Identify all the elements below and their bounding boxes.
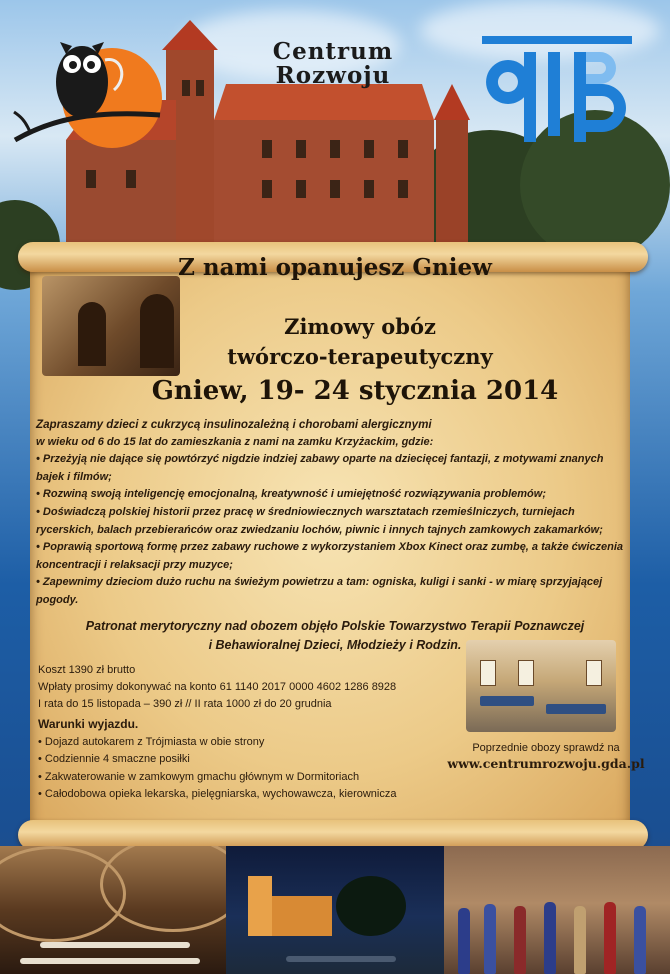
org-name-line1: Centrum	[272, 38, 394, 65]
org-name	[248, 40, 418, 88]
night-castle	[272, 896, 332, 936]
conditions	[38, 716, 468, 803]
knight-figure	[634, 906, 646, 974]
knight-figure	[544, 902, 556, 974]
knights-photo	[444, 846, 670, 974]
price-line: Koszt 1390 zł brutto	[38, 664, 136, 676]
knight-figure	[514, 906, 526, 974]
tree	[336, 876, 406, 936]
knight-figure	[484, 904, 496, 974]
bullet-item: • Rozwiną swoją inteligencję emocjonalną, kreatywność i umiejętność rozwiązywania problemów;	[36, 488, 546, 501]
vault-arch	[100, 846, 226, 932]
website-link[interactable]: www.centrumrozwoju.gda.pl	[447, 756, 645, 771]
patronat-line1: Patronat merytoryczny nad obozem objęło Polskie Towarzystwo Terapii Poznawczej	[85, 619, 585, 633]
path	[286, 956, 396, 962]
room-table	[480, 696, 534, 706]
installments-line: I rata do 15 listopada – 390 zł // II rata 1000 zł do 20 grudnia	[38, 698, 332, 711]
ptp-logo-icon	[478, 32, 638, 144]
patronat-line2: i Behawioralnej Dzieci, Młodzieży i Rodzin.	[208, 638, 462, 652]
condition-item: • Dojazd autokarem z Trójmiasta w obie strony	[38, 736, 265, 749]
room-window	[480, 660, 496, 686]
price-info	[38, 662, 478, 714]
previous-camps-label: Poprzednie obozy sprawdź na	[472, 742, 620, 754]
castle-night-photo	[226, 846, 444, 974]
hall-table	[20, 958, 200, 964]
owl-logo-icon	[10, 20, 175, 150]
night-castle	[248, 876, 272, 936]
poster-subtitle-line1: Zimowy obóz	[284, 314, 436, 339]
knight-figure	[458, 908, 470, 974]
main-text	[36, 416, 626, 610]
poster-title: Z nami opanujesz Gniew	[178, 254, 492, 281]
intro-line1: Zapraszamy dzieci z cukrzycą insulinozależną i chorobami alergicznymi	[36, 418, 432, 431]
org-name-line2: Rozwoju	[275, 62, 391, 90]
knight-figure	[604, 902, 616, 974]
room-window	[586, 660, 602, 686]
payment-line: Wpłaty prosimy dokonywać na konto 61 1140 2017 0000 4602 1286 8928	[38, 681, 397, 694]
corridor-arch	[78, 302, 106, 366]
hall-table	[40, 942, 190, 948]
bullet-item: • Poprawią sportową formę przez zabawy ruchowe z wykorzystaniem Xbox Kinect oraz zumbę, a także ćwiczenia koncentracji i relaksacji przy muzyce;	[36, 541, 624, 571]
intro-line2: w wieku od 6 do 15 lat do zamieszkania z nami na zamku Krzyżackim, gdzie:	[36, 435, 434, 448]
poster-date: Gniew, 19- 24 stycznia 2014	[151, 376, 559, 406]
condition-item: • Całodobowa opieka lekarska, pielęgniarska, wychowawcza, kierownicza	[38, 787, 397, 800]
room-table	[546, 704, 606, 714]
poster-subtitle-line2: twórczo-terapeutyczny	[227, 344, 493, 369]
bottom-photo-strip	[0, 846, 670, 974]
dormitory-photo	[466, 640, 616, 732]
bullet-item: • Przeżyją nie dające się powtórzyć nigdzie indziej zabawy oparte na dziecięcej fantazji, z motywami znanych bajek i filmów;	[36, 453, 604, 483]
condition-item: • Zakwaterowanie w zamkowym gmachu głównym w Dormitoriach	[38, 770, 360, 783]
knight-figure	[574, 906, 586, 974]
conditions-title: Warunki wyjazdu.	[38, 717, 139, 731]
bullet-item: • Zapewnimy dzieciom dużo ruchu na świeżym powietrzu a tam: ogniska, kuligi i sanki - w miarę sprzyjającej pogody.	[36, 576, 603, 606]
bullet-item: • Doświadczą polskiej historii przez pracę w średniowiecznych warsztatach rzemieślniczych, turniejach rycerskich, balach przebierańców oraz zwiedzaniu lochów, piwnic i innych tajnych zamkowych zakamarków;	[36, 505, 603, 536]
previous-camps	[446, 742, 646, 771]
vaulted-hall-photo	[0, 846, 226, 974]
condition-item: • Codziennie 4 smaczne posiłki	[38, 753, 190, 766]
room-window	[518, 660, 534, 686]
